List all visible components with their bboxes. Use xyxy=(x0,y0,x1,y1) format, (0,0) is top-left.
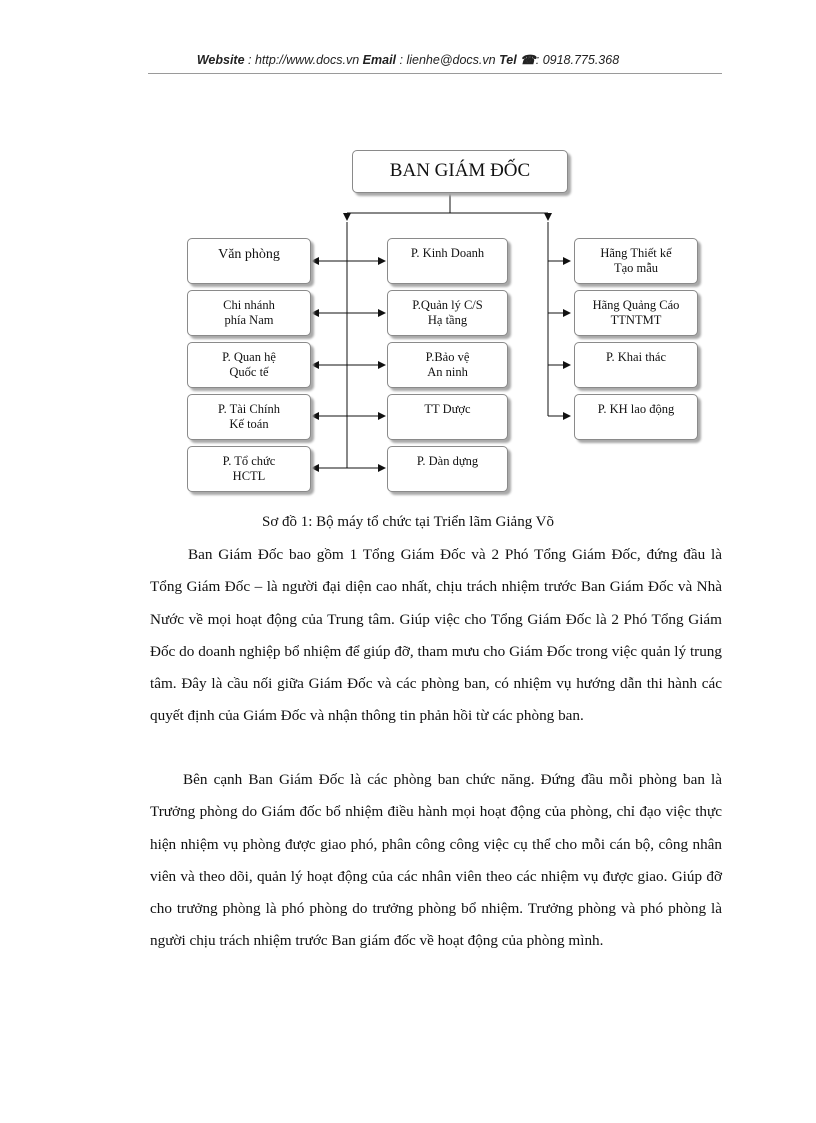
org-box-label: Kế toán xyxy=(229,417,269,431)
org-box-quang-cao xyxy=(574,290,698,336)
org-box-label: P. Quan hệ xyxy=(222,350,276,364)
org-box-van-phong xyxy=(187,238,311,284)
phone-icon: ☎ xyxy=(520,53,536,67)
org-box-label: P. Tổ chức xyxy=(222,454,276,468)
org-box-label: Hãng Thiết kế xyxy=(600,246,672,260)
org-box-label: P.Bảo vệ xyxy=(425,350,470,364)
body-paragraph-1: Ban Giám Đốc bao gồm 1 Tổng Giám Đốc và 2 Phó Tổng Giám Đốc, đứng đầu là Tổng Giám Đốc – là người đại diện cao nhất, chịu trách nhiệm trước Ban Giám Đốc và Nhà Nước về mọi hoạt động của Trung tâm. Giúp việc cho Tổng Giám Đốc là 2 Phó Tổng Giám Đốc do doanh nghiệp bổ nhiệm để giúp đỡ, tham mưu cho Giám Đốc trong việc quản lý trung tâm. Đây là cầu nối giữa Giám Đốc và các phòng ban, có nhiệm vụ hướng dẫn thi hành các quyết định của Giám Đốc và nhận thông tin phản hồi từ các phòng ban. xyxy=(150,546,722,725)
org-box-tai-chinh xyxy=(187,394,311,440)
org-box-label: TTNTMT xyxy=(610,313,662,327)
email-value: : lienhe@docs.vn xyxy=(399,53,496,67)
org-box-label: Hãng Quảng Cáo xyxy=(592,298,680,312)
org-box-label: An ninh xyxy=(427,365,468,379)
org-box-ban-giam-doc xyxy=(352,150,568,193)
tel-label: Tel xyxy=(499,53,517,67)
org-box-label: P. Dàn dựng xyxy=(416,454,479,468)
org-box-label: P. Khai thác xyxy=(605,350,667,364)
website-label: Website xyxy=(196,53,245,67)
org-box-label: Tạo mẫu xyxy=(613,261,659,275)
org-box-label: P. KH lao động xyxy=(597,402,675,416)
body-paragraph-2: Bên cạnh Ban Giám Đốc là các phòng ban chức năng. Đứng đầu mỗi phòng ban là Trưởng phòng do Giám đốc bổ nhiệm điều hành mọi hoạt động của phòng, chỉ đạo việc thực hiện nhiệm vụ phòng được giao phó, phân công công việc cụ thể cho mỗi cán bộ, công nhân viên và theo dõi, quản lý hoạt động của các nhân viên theo các nhiệm vụ được giao. Giúp đỡ cho trưởng phòng là phó phòng do trưởng phòng bổ nhiệm. Trưởng phòng và phó phòng là người chịu trách nhiệm trước Ban giám đốc về hoạt động của phòng mình. xyxy=(150,771,722,950)
org-box-label: Quốc tế xyxy=(229,365,269,379)
org-box-kinh-doanh xyxy=(387,238,508,284)
org-box-to-chuc xyxy=(187,446,311,492)
org-box-label: Chi nhánh xyxy=(223,298,275,312)
org-box-thiet-ke xyxy=(574,238,698,284)
website-value: : http://www.docs.vn xyxy=(248,53,360,67)
org-box-tt-duoc xyxy=(387,394,508,440)
org-box-label: P.Quản lý C/S xyxy=(412,298,483,312)
org-box-label: Hạ tầng xyxy=(427,313,468,327)
org-box-label: HCTL xyxy=(232,469,266,483)
org-box-label: P. Tài Chính xyxy=(218,402,280,416)
figure-caption: Sơ đồ 1: Bộ máy tổ chức tại Triển lãm Giảng Võ xyxy=(261,514,555,530)
org-chart xyxy=(0,0,816,520)
org-box-kh-lao-dong xyxy=(574,394,698,440)
org-box-quan-he-quoc-te xyxy=(187,342,311,388)
org-box-label: BAN GIÁM ĐỐC xyxy=(389,160,531,181)
tel-value: : 0918.775.368 xyxy=(535,53,620,67)
org-box-label: phía Nam xyxy=(224,313,274,327)
org-box-dan-dung xyxy=(387,446,508,492)
org-box-label: Văn phòng xyxy=(218,247,280,262)
org-box-quan-ly-cs xyxy=(387,290,508,336)
org-box-khai-thac xyxy=(574,342,698,388)
email-label: Email xyxy=(362,53,397,67)
org-box-bao-ve xyxy=(387,342,508,388)
org-box-label: P. Kinh Doanh xyxy=(410,246,485,260)
org-box-chi-nhanh xyxy=(187,290,311,336)
org-box-label: TT Dược xyxy=(424,402,471,416)
